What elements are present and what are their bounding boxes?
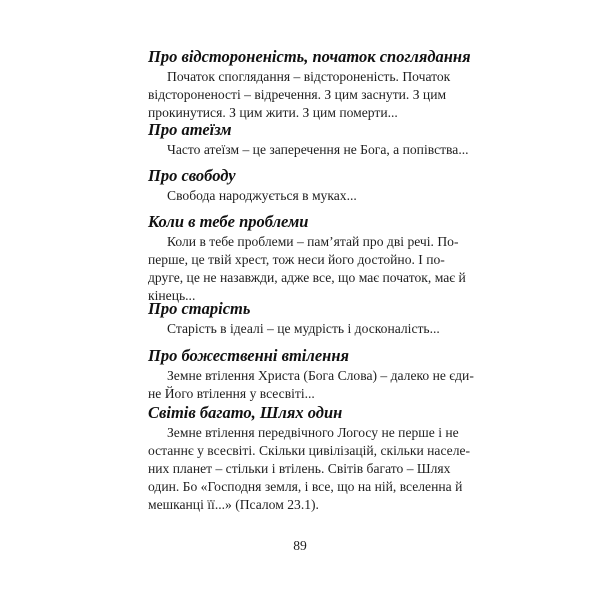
section-paragraph [148,233,466,305]
section [148,120,469,159]
text-line: останнє у всесвіті. Скільки цивілізацій, скільки населе- [148,443,471,458]
page-number: 89 [293,538,307,553]
text-line: Земне втілення передвічного Логосу не перше і не [167,425,459,440]
text-line: Земне втілення Христа (Бога Слова) – далеко не єди- [167,368,474,383]
section [148,403,471,514]
section-paragraph [148,141,469,159]
section-heading: Коли в тебе проблеми [148,212,309,231]
section-paragraph [148,367,474,403]
text-line: один. Бо «Господня земля, і все, що на ній, вселенна й [148,479,463,494]
text-line: кінець... [148,288,196,303]
section-paragraph [148,187,442,205]
section-paragraph [148,68,451,122]
text-line: перше, це твій хрест, тож неси його достойно. І по- [148,252,445,267]
section [148,212,466,305]
section-paragraph [148,320,442,338]
text-line: не Його втілення у всесвіті... [148,386,315,401]
section-heading: Про старість [148,299,251,318]
section-paragraph [148,424,471,514]
section-heading: Про атеїзм [148,120,232,139]
section [148,166,442,205]
text-line: прокинутися. З цим жити. З цим померти... [148,105,398,120]
section-heading: Про божественні втілення [148,346,349,365]
text-line: друге, це не назавжди, адже все, що має початок, має й [148,270,466,285]
text-line: Свобода народжується в муках... [167,188,357,203]
section [148,47,471,122]
section-heading: Про свободу [148,166,236,185]
text-line: Старість в ідеалі – це мудрість і досконалість... [167,321,440,336]
text-line: Початок споглядання – відстороненість. Початок [167,69,451,84]
text-line: Коли в тебе проблеми – пам’ятай про дві речі. По- [167,234,459,249]
text-line: Часто атеїзм – це заперечення не Бога, а попівства... [167,142,469,157]
section [148,299,442,338]
section-heading: Світів багато, Шлях один [148,403,343,422]
text-line: них планет – стільки і втілень. Світів багато – Шлях [148,461,451,476]
text-line: мешканці її...» (Псалом 23.1). [148,497,319,512]
section-heading: Про відстороненість, початок споглядання [148,47,471,66]
text-line: відстороненості – відречення. З цим заснути. З цим [148,87,447,102]
section [148,346,474,403]
